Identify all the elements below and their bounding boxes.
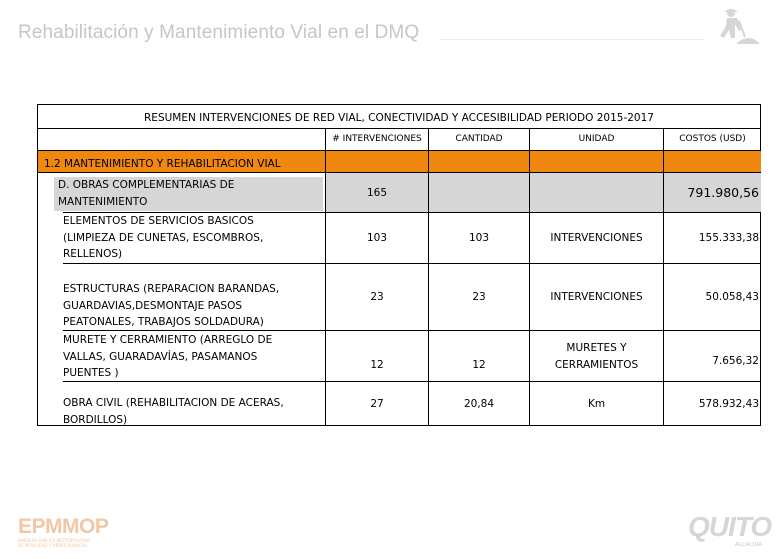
section-cell xyxy=(325,150,428,173)
table-row-description: MURETE Y CERRAMIENTO (ARREGLO DE VALLAS, GUARADAVÍAS, PASAMANOS PUENTES ) xyxy=(63,330,325,381)
header-unit: UNIDAD xyxy=(529,129,663,150)
table-row-quantity: 103 xyxy=(428,212,529,263)
table-row-unit: Km xyxy=(529,381,663,426)
table-row-quantity: 12 xyxy=(428,330,529,381)
title-divider xyxy=(440,39,705,40)
table-row-interventions: 103 xyxy=(325,212,428,263)
table-row-quantity: 20,84 xyxy=(428,381,529,426)
group-unit xyxy=(529,173,663,212)
section-cell xyxy=(428,150,529,173)
table-row-interventions: 12 xyxy=(325,330,428,381)
table-title: RESUMEN INTERVENCIONES DE RED VIAL, CONECTIVIDAD Y ACCESIBILIDAD PERIODO 2015-2017 xyxy=(38,105,760,129)
group-label: D. OBRAS COMPLEMENTARIAS DE MANTENIMIENTO xyxy=(54,177,323,211)
table-row-description: OBRA CIVIL (REHABILITACION DE ACERAS, BORDILLOS) xyxy=(63,381,325,426)
header-costs: COSTOS (USD) xyxy=(663,129,761,150)
table-row-unit: INTERVENCIONES xyxy=(529,212,663,263)
summary-table xyxy=(37,104,761,426)
road-worker-icon xyxy=(712,8,762,46)
table-row-description: ELEMENTOS DE SERVICIOS BASICOS (LIMPIEZA DE CUNETAS, ESCOMBROS, RELLENOS) xyxy=(63,212,325,263)
table-row-cost: 578.932,43 xyxy=(663,381,761,426)
table-row-interventions: 23 xyxy=(325,263,428,330)
table-row-description: ESTRUCTURAS (REPARACION BARANDAS, GUARDAVIAS,DESMONTAJE PASOS PEATONALES, TRABAJOS SOLDADURA) xyxy=(63,263,325,330)
epmmop-logo: EPMMOP EMPRESA PÚBLICA METROPOLITANA DE MOVILIDAD Y OBRAS PÚBLICAS xyxy=(18,515,109,548)
table-row-unit: INTERVENCIONES xyxy=(529,263,663,330)
group-quantity xyxy=(428,173,529,212)
table-row-cost: 50.058,43 xyxy=(663,263,761,330)
header-quantity: CANTIDAD xyxy=(428,129,529,150)
quito-logo: QUITO ALCALDÍA xyxy=(688,511,772,548)
table-row-cost: 155.333,38 xyxy=(663,212,761,263)
table-row-quantity: 23 xyxy=(428,263,529,330)
section-cell xyxy=(663,150,761,173)
group-cost: 791.980,56 xyxy=(663,173,761,212)
section-row-label: 1.2 MANTENIMIENTO Y REHABILITACION VIAL xyxy=(38,150,325,173)
slide-title: Rehabilitación y Mantenimiento Vial en el DMQ xyxy=(18,22,420,43)
group-interventions: 165 xyxy=(325,173,428,212)
section-cell xyxy=(529,150,663,173)
header-interventions: # INTERVENCIONES xyxy=(325,129,428,150)
table-row-cost: 7.656,32 xyxy=(663,330,761,381)
table-row-interventions: 27 xyxy=(325,381,428,426)
table-row-unit: MURETES Y CERRAMIENTOS xyxy=(529,330,663,381)
